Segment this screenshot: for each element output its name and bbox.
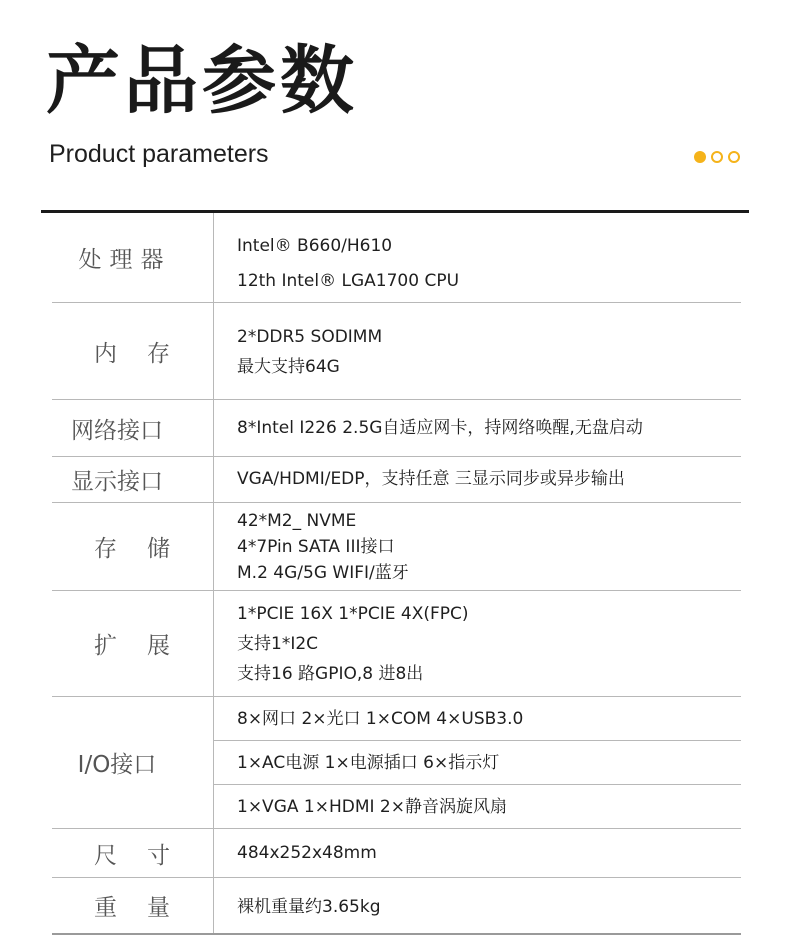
spec-value-line: 42*M2_ NVME	[237, 511, 357, 531]
spec-row-storage	[0, 503, 790, 590]
spec-label: 网络接口	[71, 417, 163, 444]
spec-value-line: VGA/HDMI/EDP，支持任意 三显示同步或异步输出	[237, 469, 625, 489]
spec-label: 存储	[94, 536, 200, 562]
spec-value-line: 支持16 路GPIO,8 进8出	[237, 664, 424, 684]
spec-value	[237, 416, 760, 440]
table-bottom-rule	[52, 933, 741, 935]
column-divider	[213, 829, 214, 877]
spec-value	[237, 508, 760, 586]
column-divider	[213, 878, 214, 933]
spec-value	[237, 322, 760, 382]
spec-label: 重量	[94, 895, 200, 921]
spec-value-line: 4*7Pin SATA III接口	[237, 537, 395, 557]
spec-row-weight	[0, 878, 790, 933]
spec-label: 处理器	[78, 247, 172, 273]
column-divider	[213, 697, 214, 828]
spec-value	[237, 599, 760, 689]
spec-label: I/O接口	[77, 752, 157, 778]
column-divider	[213, 303, 214, 399]
spec-value-line: 1×AC电源 1×电源插口 6×指示灯	[237, 753, 500, 773]
spec-row-size	[0, 829, 790, 877]
spec-value-line: 1*PCIE 16X 1*PCIE 4X(FPC)	[237, 604, 469, 624]
spec-label: 扩展	[94, 633, 200, 659]
dot-inactive-icon	[728, 151, 740, 163]
spec-value-line: 12th Intel® LGA1700 CPU	[237, 271, 460, 291]
spec-value-line: 最大支持64G	[237, 357, 340, 377]
spec-value-line: 裸机重量约3.65kg	[237, 897, 381, 917]
dot-inactive-icon	[711, 151, 723, 163]
spec-row-network	[0, 400, 790, 456]
dot-active-icon	[694, 151, 706, 163]
spec-value-line: M.2 4G/5G WIFI/蓝牙	[237, 563, 409, 583]
spec-value-line: Intel® B660/H610	[237, 236, 393, 256]
spec-value-line: 8×网口 2×光口 1×COM 4×USB3.0	[237, 709, 524, 729]
spec-row-display	[0, 457, 790, 502]
spec-label: 内存	[94, 340, 200, 367]
spec-value	[237, 752, 760, 774]
spec-row-memory	[0, 303, 790, 399]
spec-value-line: 2*DDR5 SODIMM	[237, 327, 383, 347]
spec-label: 显示接口	[71, 469, 163, 495]
sub-row-divider	[213, 740, 741, 741]
spec-row-cpu	[0, 213, 790, 302]
spec-row-io	[0, 697, 790, 828]
column-divider	[213, 213, 214, 302]
spec-value-line: 484x252x48mm	[237, 843, 377, 863]
sub-row-divider	[213, 784, 741, 785]
spec-value	[237, 895, 760, 919]
column-divider	[213, 457, 214, 502]
spec-value-line: 8*Intel I226 2.5G自适应网卡，持网络唤醒,无盘启动	[237, 418, 643, 438]
spec-value	[237, 708, 760, 730]
spec-value	[237, 796, 760, 818]
column-divider	[213, 503, 214, 590]
page-title: 产品参数	[46, 38, 358, 124]
spec-value-line: 支持1*I2C	[237, 634, 319, 654]
spec-value-line: 1×VGA 1×HDMI 2×静音涡旋风扇	[237, 797, 507, 817]
carousel-indicator	[694, 151, 740, 163]
spec-value	[237, 467, 760, 491]
column-divider	[213, 591, 214, 696]
page-subtitle: Product parameters	[49, 140, 269, 168]
spec-value	[237, 841, 760, 865]
spec-row-expansion	[0, 591, 790, 696]
column-divider	[213, 400, 214, 456]
spec-value	[237, 229, 760, 299]
spec-label: 尺寸	[94, 842, 200, 869]
